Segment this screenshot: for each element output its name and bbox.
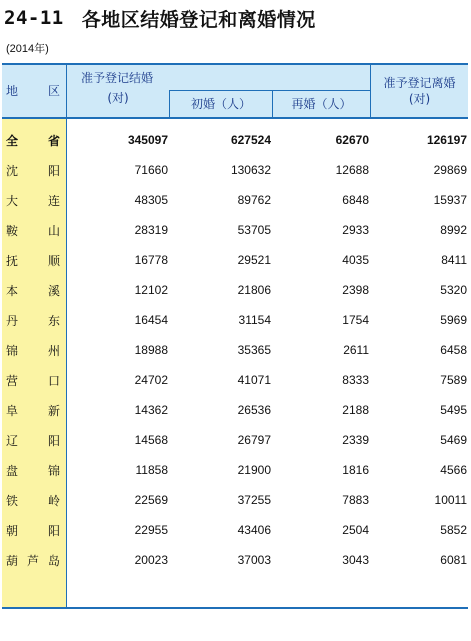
table-row <box>2 425 468 455</box>
remarriage-count: 1754 <box>342 313 369 327</box>
table-number: 24-11 <box>4 7 64 29</box>
first-marriage-count: 21900 <box>237 463 271 477</box>
header-remarriage-text: 再婚（人） <box>291 97 352 111</box>
table-title: 各地区结婚登记和离婚情况 <box>81 8 316 31</box>
divorce-count: 5495 <box>440 403 467 417</box>
divorce-count: 8992 <box>440 223 467 237</box>
first-marriage-count: 53705 <box>237 223 271 237</box>
page-title <box>4 3 316 33</box>
header-region <box>2 65 66 117</box>
divorce-count: 5969 <box>440 313 467 327</box>
header-divider <box>272 90 273 117</box>
first-marriage-count: 627524 <box>230 133 271 147</box>
table-row <box>2 485 468 515</box>
table-row <box>2 455 468 485</box>
region-name: 抚 顺 <box>6 253 60 268</box>
region-name: 丹 东 <box>6 313 60 328</box>
table-row <box>2 395 468 425</box>
divorce-count: 6081 <box>440 553 467 567</box>
region-name: 阜 新 <box>6 403 60 418</box>
region-name: 本 溪 <box>6 283 60 298</box>
table-row <box>2 305 468 335</box>
marriage-count: 28319 <box>134 223 168 237</box>
divorce-count: 7589 <box>440 373 467 387</box>
remarriage-count: 12688 <box>335 163 369 177</box>
header-marriage-group <box>67 65 370 90</box>
year-note: (2014年) <box>6 43 49 55</box>
header-marriage-unit <box>67 90 169 117</box>
marriage-count: 16454 <box>134 313 168 327</box>
data-table <box>2 63 468 608</box>
marriage-count: 20023 <box>134 553 168 567</box>
table-row <box>2 545 468 575</box>
remarriage-count: 6848 <box>342 193 369 207</box>
first-marriage-count: 21806 <box>237 283 271 297</box>
first-marriage-count: 37003 <box>237 553 271 567</box>
first-marriage-count: 26536 <box>237 403 271 417</box>
region-name: 大 连 <box>6 193 60 208</box>
divorce-count: 5320 <box>440 283 467 297</box>
first-marriage-count: 37255 <box>237 493 271 507</box>
first-marriage-count: 89762 <box>237 193 271 207</box>
region-name: 沈 阳 <box>6 163 60 178</box>
marriage-count: 22569 <box>134 493 168 507</box>
table-bottom-border <box>2 607 468 609</box>
marriage-count: 18988 <box>134 343 168 357</box>
table-row <box>2 515 468 545</box>
first-marriage-count: 31154 <box>238 313 271 327</box>
marriage-count: 24702 <box>134 373 168 387</box>
divorce-count: 15937 <box>433 193 467 207</box>
marriage-count: 12102 <box>134 283 168 297</box>
first-marriage-count: 29521 <box>237 253 271 267</box>
header-divider <box>169 90 170 117</box>
divorce-count: 6458 <box>440 343 467 357</box>
region-name: 全 省 <box>6 133 60 148</box>
remarriage-count: 2504 <box>342 523 369 537</box>
marriage-count: 14568 <box>134 433 168 447</box>
header-marriage-unit-text: (对) <box>107 91 129 105</box>
remarriage-count: 1816 <box>342 463 369 477</box>
remarriage-count: 2611 <box>343 343 369 357</box>
divorce-count: 5852 <box>440 523 467 537</box>
divorce-count: 10011 <box>434 493 467 507</box>
region-name: 锦 州 <box>6 343 60 358</box>
region-name: 营 口 <box>6 373 60 388</box>
header-remarriage <box>273 91 370 117</box>
header-first-marriage-text: 初婚（人） <box>190 97 251 111</box>
header-divorce <box>371 65 468 117</box>
divorce-count: 5469 <box>440 433 467 447</box>
header-bottom-rule <box>2 117 468 119</box>
marriage-count: 345097 <box>127 133 168 147</box>
region-name: 盘 锦 <box>6 463 60 478</box>
marriage-count: 71660 <box>134 163 168 177</box>
header-divorce-text: 准予登记离婚 <box>383 76 456 90</box>
divorce-count: 8411 <box>441 253 467 267</box>
marriage-count: 22955 <box>134 523 168 537</box>
header-divider <box>370 65 371 117</box>
header-region-char-1: 地 <box>6 84 19 98</box>
marriage-count: 14362 <box>134 403 168 417</box>
remarriage-count: 8333 <box>342 373 369 387</box>
remarriage-count: 2339 <box>342 433 369 447</box>
first-marriage-count: 26797 <box>237 433 271 447</box>
table-row <box>2 155 468 185</box>
marriage-count: 16778 <box>134 253 168 267</box>
divorce-count: 126197 <box>426 133 467 147</box>
divorce-count: 29869 <box>433 163 467 177</box>
region-name: 鞍 山 <box>6 223 60 238</box>
remarriage-count: 2398 <box>342 283 369 297</box>
remarriage-count: 7883 <box>342 493 369 507</box>
remarriage-count: 62670 <box>335 133 369 147</box>
remarriage-count: 3043 <box>342 553 369 567</box>
divorce-count: 4566 <box>440 463 467 477</box>
header-first-marriage <box>170 91 272 117</box>
region-name: 铁 岭 <box>6 493 60 508</box>
first-marriage-count: 41071 <box>237 373 271 387</box>
first-marriage-count: 43406 <box>237 523 271 537</box>
table-row <box>2 365 468 395</box>
marriage-count: 48305 <box>134 193 168 207</box>
region-name: 朝 阳 <box>6 523 60 538</box>
table-row <box>2 245 468 275</box>
table-row <box>2 335 468 365</box>
header-divorce-unit: (对) <box>408 92 431 106</box>
region-name: 辽 阳 <box>6 433 60 448</box>
table-header <box>2 65 468 117</box>
region-name: 葫 芦 岛 <box>6 553 60 568</box>
table-row <box>2 185 468 215</box>
remarriage-count: 4035 <box>342 253 369 267</box>
header-divider <box>169 90 370 91</box>
first-marriage-count: 130632 <box>230 163 271 177</box>
first-marriage-count: 35365 <box>237 343 271 357</box>
marriage-count: 11858 <box>135 463 168 477</box>
remarriage-count: 2933 <box>342 223 369 237</box>
remarriage-count: 2188 <box>342 403 369 417</box>
table-row <box>2 125 468 155</box>
table-row <box>2 275 468 305</box>
header-marriage-label: 准予登记结婚 <box>81 70 154 85</box>
table-row <box>2 215 468 245</box>
header-region-char-2: 区 <box>47 84 60 98</box>
